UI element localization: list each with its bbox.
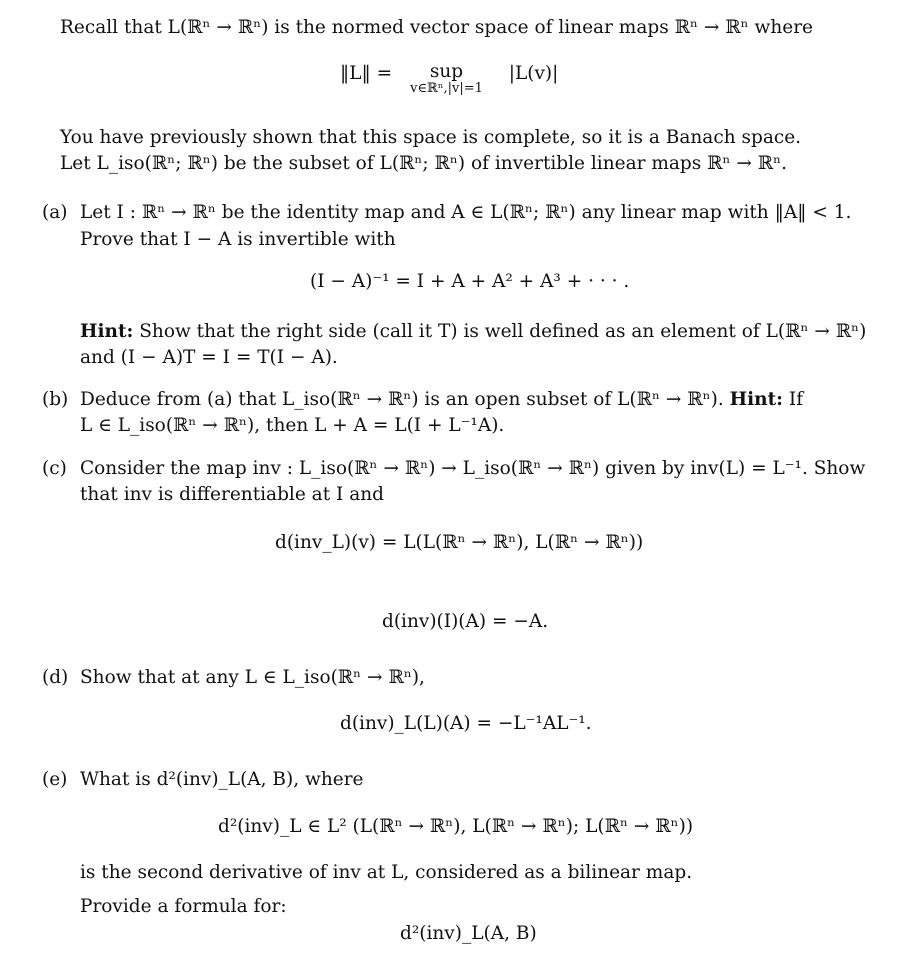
norm-rhs: |L(v)|	[508, 63, 559, 84]
part-e-label: (e)	[42, 769, 68, 790]
part-c-equation-1: d(inv_L)(v) = L(L(ℝⁿ → ℝⁿ), L(ℝⁿ → ℝⁿ))	[275, 532, 644, 553]
norm-sup: sup	[429, 61, 464, 82]
norm-lhs: ‖L‖ =	[340, 63, 393, 84]
norm-definition	[340, 62, 558, 97]
intro-line-3: Let L_iso(ℝⁿ; ℝⁿ) be the subset of L(ℝⁿ; ℝⁿ) of invertible linear maps ℝⁿ → ℝⁿ.	[60, 153, 788, 174]
part-e-line-2: is the second derivative of inv at L, considered as a bilinear map.	[80, 862, 693, 883]
part-a-hint-line-2: and (I − A)T = I = T(I − A).	[80, 347, 338, 368]
part-a-hint-text: Show that the right side (call it T) is well defined as an element of L(ℝⁿ → ℝⁿ)	[139, 321, 867, 342]
part-d-line-1: Show that at any L ∈ L_iso(ℝⁿ → ℝⁿ),	[80, 667, 425, 688]
part-a-hint-label: Hint:	[80, 321, 134, 342]
part-a-line-2: Prove that I − A is invertible with	[80, 229, 396, 250]
intro-line-2: You have previously shown that this space is complete, so it is a Banach space.	[60, 127, 802, 148]
part-e-line-1: What is d²(inv)_L(A, B), where	[80, 769, 364, 790]
part-b-text: Deduce from (a) that L_iso(ℝⁿ → ℝⁿ) is an open subset of L(ℝⁿ → ℝⁿ).	[80, 389, 724, 410]
part-b-label: (b)	[42, 389, 69, 410]
part-d-equation: d(inv)_L(L)(A) = −L⁻¹AL⁻¹.	[340, 713, 592, 734]
part-b-hint-tail: If	[788, 389, 804, 410]
part-a-hint-line-1	[80, 320, 866, 344]
part-c-label: (c)	[42, 458, 67, 479]
part-e-equation-2: d²(inv)_L(A, B)	[400, 923, 537, 944]
part-d-label: (d)	[42, 667, 69, 688]
part-c-line-1: Consider the map inv : L_iso(ℝⁿ → ℝⁿ) → L_iso(ℝⁿ → ℝⁿ) given by inv(L) = L⁻¹. Show	[80, 458, 866, 479]
part-b-hint-label: Hint:	[729, 389, 784, 410]
part-c-equation-2: d(inv)(I)(A) = −A.	[382, 611, 549, 632]
part-e-equation-1: d²(inv)_L ∈ L² (L(ℝⁿ → ℝⁿ), L(ℝⁿ → ℝⁿ); L(ℝⁿ → ℝⁿ))	[218, 816, 694, 837]
part-b-line-1	[80, 388, 803, 412]
part-a-equation: (I − A)⁻¹ = I + A + A² + A³ + · · · .	[310, 271, 630, 292]
norm-sup-subscript: v∈ℝⁿ,|v|=1	[410, 81, 483, 97]
intro-line-1: Recall that L(ℝⁿ → ℝⁿ) is the normed vector space of linear maps ℝⁿ → ℝⁿ where	[60, 17, 813, 38]
part-e-line-3: Provide a formula for:	[80, 896, 287, 917]
part-c-line-2: that inv is differentiable at I and	[80, 484, 384, 505]
part-a-label: (a)	[42, 202, 68, 223]
part-b-line-2: L ∈ L_iso(ℝⁿ → ℝⁿ), then L + A = L(I + L⁻¹A).	[80, 415, 505, 436]
part-a-line-1: Let I : ℝⁿ → ℝⁿ be the identity map and A ∈ L(ℝⁿ; ℝⁿ) any linear map with ‖A‖ < 1.	[80, 202, 852, 223]
